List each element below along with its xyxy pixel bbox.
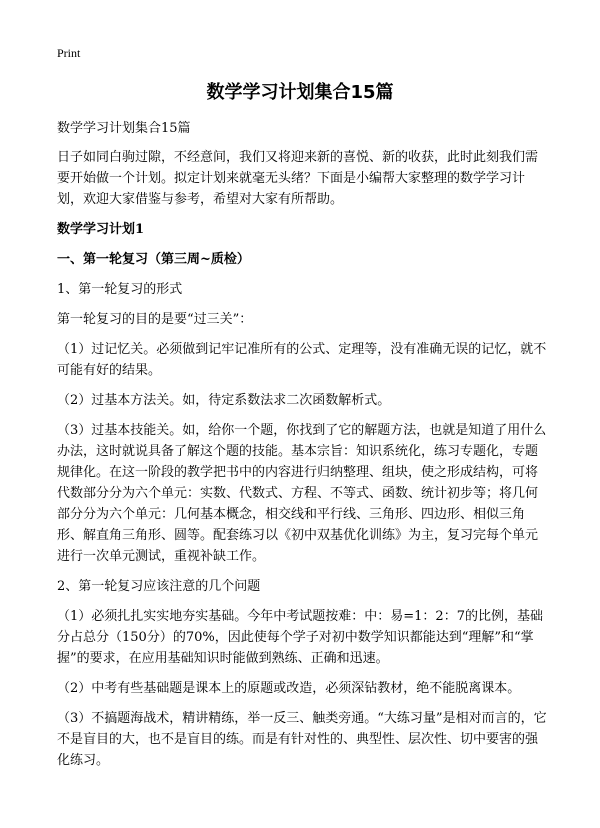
list-item-3: （3）过基本技能关。如，给你一个题，你找到了它的解题方法，也就是知道了用什么办法，这时就说具备了解这个题的技能。基本宗旨：知识系统化，练习专题化，专题规律化。在这一阶段的教学把书中的内容进行归纳整理、组块，使之形成结构，可将代数部分分为六个单元：实数、代数式、方程、不等式、函数、统计初步等；将几何部分分为六个单元：几何基本概念，相交线和平行线、三角形、四边形、相似三角形、解直角三角形、圆等。配套练习以《初中双基优化训练》为主，复习完每个单元进行一次单元测试，重视补缺工作。 (57, 423, 547, 564)
part-heading: 一、第一轮复习（第三周~质检） (57, 252, 250, 267)
print-link[interactable]: Print (57, 46, 81, 60)
document-body (57, 118, 550, 780)
note-item-1: （1）必须扎扎实实地夯实基础。今年中考试题按难：中：易=1：2：7的比例，基础分占总分（150分）的70%，因此使每个学子对初中数学知识都能达到“理解”和“掌握”的要求，在应用基础知识时能做到熟练、正确和迅速。 (57, 609, 543, 666)
sub-heading-1: 1、第一轮复习的形式 (57, 282, 183, 297)
document-subtitle: 数学学习计划集合15篇 (57, 121, 191, 136)
sub1-lead: 第一轮复习的目的是要“过三关”： (57, 312, 253, 327)
section-heading: 数学学习计划1 (57, 222, 145, 237)
intro-paragraph: 日子如同白驹过隙，不经意间，我们又将迎来新的喜悦、新的收获，此时此刻我们需要开始做一个计划。拟定计划来就毫无头绪？下面是小编帮大家整理的数学学习计划，欢迎大家借鉴与参考，希望对大家有所帮助。 (57, 150, 539, 207)
note-item-3: （3）不搞题海战术，精讲精练，举一反三、触类旁通。“大练习量”是相对而言的，它不是盲目的大，也不是盲目的练。而是有针对性的、典型性、层次性、切中要害的强化练习。 (57, 711, 547, 768)
list-item-1: （1）过记忆关。必须做到记牢记准所有的公式、定理等，没有准确无误的记忆，就不可能有好的结果。 (57, 342, 547, 378)
page-title: 数学学习计划集合15篇 (206, 82, 394, 103)
sub-heading-2: 2、第一轮复习应该注意的几个问题 (57, 579, 261, 594)
list-item-2: （2）过基本方法关。如，待定系数法求二次函数解析式。 (57, 393, 391, 408)
note-item-2: （2）中考有些基础题是课本上的原题或改造，必须深钻教材，绝不能脱离课本。 (57, 681, 521, 696)
